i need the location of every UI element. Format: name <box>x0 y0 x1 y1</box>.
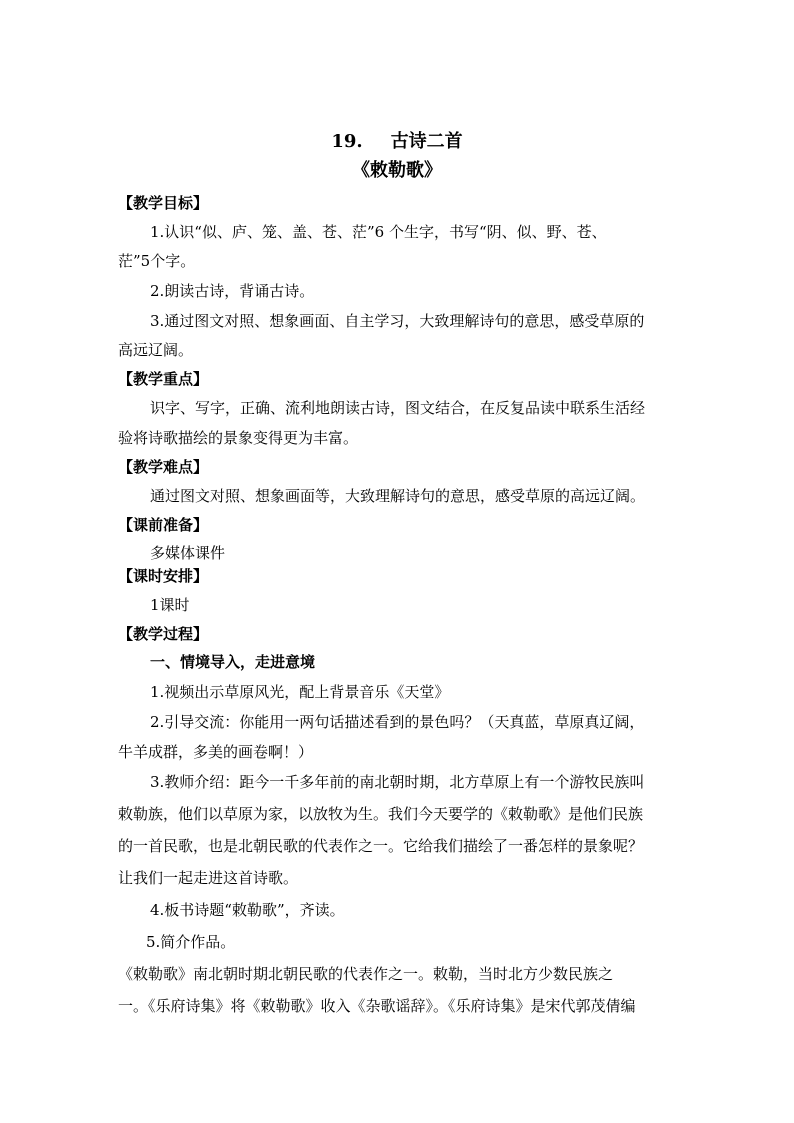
process-line-1: 1.视频出示草原风光，配上背景音乐《天堂》 <box>150 683 450 701</box>
process-line-5: 敕勒族，他们以草原为家，以放牧为生。我们今天要学的《敕勒歌》是他们民族 <box>118 805 644 823</box>
key-points-heading: 【教学重点】 <box>118 370 209 388</box>
key-points-line-2: 验将诗歌描绘的景象变得更为丰富。 <box>118 429 359 447</box>
difficulties-line-1: 通过图文对照、想象画面等，大致理解诗句的意思，感受草原的高远辽阔。 <box>150 487 646 505</box>
goals-line-5: 高远辽阔。 <box>118 341 194 359</box>
process-line-3: 牛羊成群，多美的画卷啊！） <box>118 743 314 761</box>
process-line-10: 《敕勒歌》南北朝时期北朝民歌的代表作之一。敕勒，当时北方少数民族之 <box>118 965 614 983</box>
process-line-11: 一。《乐府诗集》将《敕勒歌》收入《杂歌谣辞》。《乐府诗集》是宋代郭茂倩编 <box>118 997 636 1015</box>
process-line-9: 5.简介作品。 <box>146 933 236 951</box>
goals-line-4: 3.通过图文对照、想象画面、自主学习，大致理解诗句的意思，感受草原的 <box>150 312 645 330</box>
difficulties-heading: 【教学难点】 <box>118 458 209 476</box>
key-points-line-1: 识字、写字，正确、流利地朗读古诗，图文结合，在反复品读中联系生活经 <box>150 399 646 417</box>
process-subheading: 一、情境导入，走进意境 <box>150 653 316 671</box>
lesson-number: 19. <box>331 131 363 152</box>
preparation-heading: 【课前准备】 <box>118 516 209 534</box>
goals-line-3: 2.朗读古诗，背诵古诗。 <box>150 282 315 300</box>
preparation-line-1: 多媒体课件 <box>150 544 226 562</box>
goals-line-1: 1.认识“似、庐、笼、盖、苍、茫”6 个生字，书写“阴、似、野、苍、 <box>150 223 607 241</box>
process-line-6: 的一首民歌，也是北朝民歌的代表作之一。它给我们描绘了一番怎样的景象呢？ <box>118 837 644 855</box>
process-line-7: 让我们一起走进这首诗歌。 <box>118 869 299 887</box>
lesson-title-text: 古诗二首 <box>390 131 463 152</box>
process-line-4: 3.教师介绍：距今一千多年前的南北朝时期，北方草原上有一个游牧民族叫 <box>150 773 645 791</box>
process-heading: 【教学过程】 <box>118 625 209 643</box>
goals-line-2: 茫”5个字。 <box>118 252 196 270</box>
lesson-title <box>0 131 794 153</box>
process-line-2: 2.引导交流：你能用一两句话描述看到的景色吗？（天真蓝，草原真辽阔， <box>150 713 645 731</box>
schedule-line-1: 1课时 <box>150 596 190 614</box>
schedule-heading: 【课时安排】 <box>118 567 209 585</box>
process-line-8: 4.板书诗题“敕勒歌”，齐读。 <box>150 901 345 919</box>
poem-title: 《敕勒歌》 <box>352 160 442 181</box>
goals-heading: 【教学目标】 <box>118 194 209 212</box>
